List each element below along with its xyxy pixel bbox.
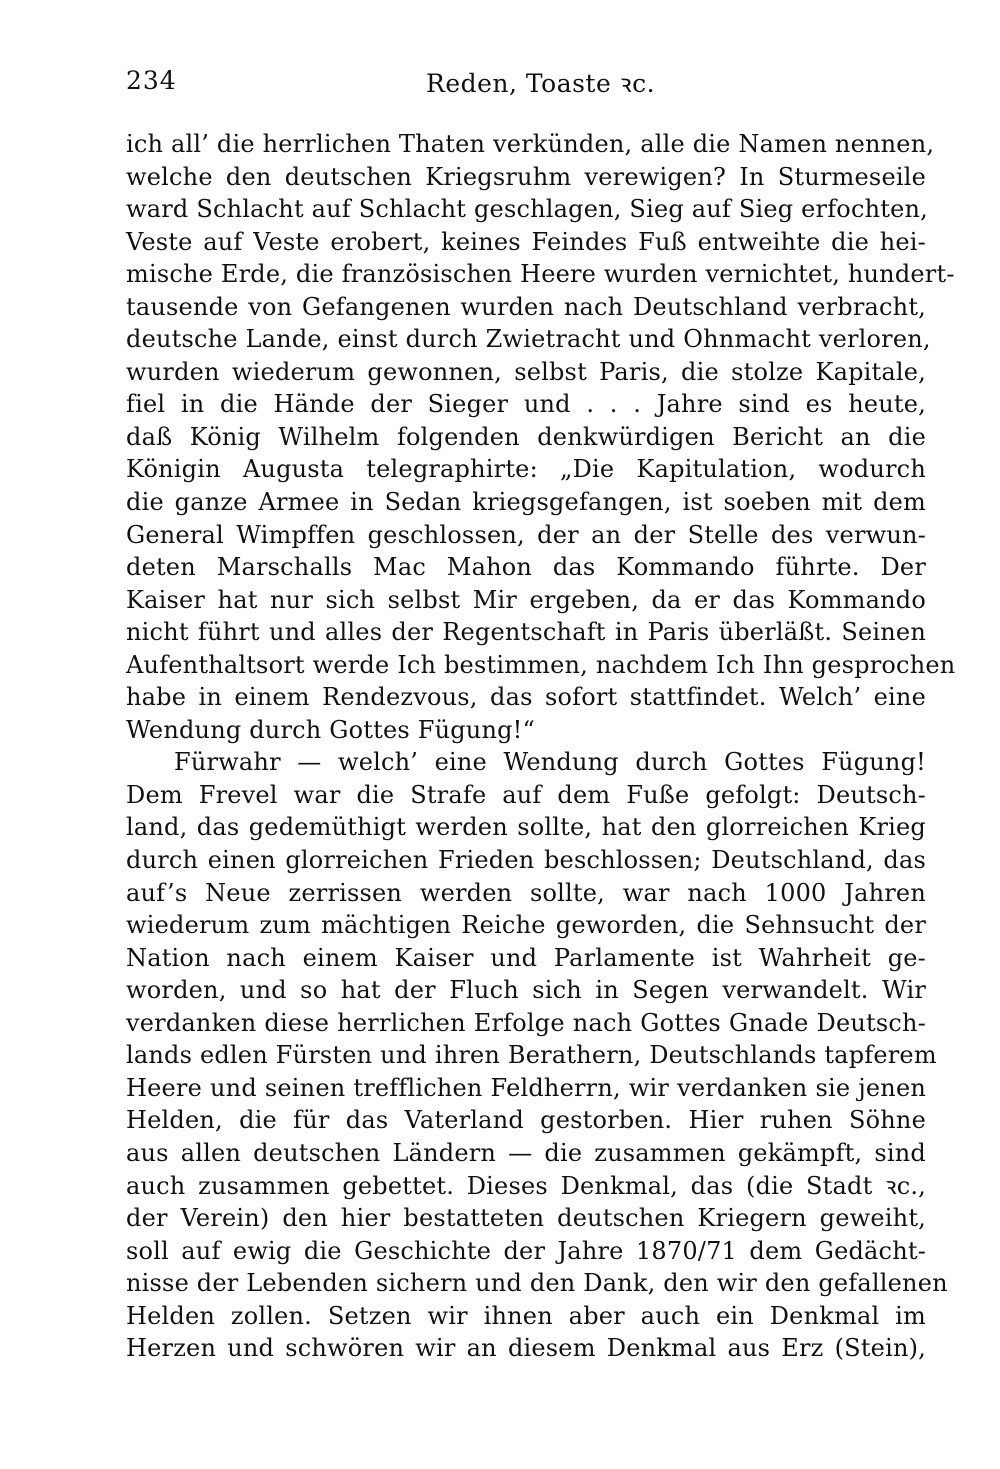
paragraph-1 bbox=[126, 128, 956, 746]
text-line: welche den deutschen Kriegsruhm verewigen? In Sturmeseile bbox=[126, 162, 926, 191]
text-line: Helden zollen. Setzen wir ihnen aber auch ein Denkmal im bbox=[126, 1301, 926, 1330]
text-line: fiel in die Hände der Sieger und . . . Jahre sind es heute, bbox=[126, 390, 926, 419]
text-line: die ganze Armee in Sedan kriegsgefangen, ist soeben mit dem bbox=[126, 488, 926, 517]
text-line: habe in einem Rendezvous, das sofort stattfindet. Welch’ eine bbox=[126, 683, 926, 712]
text-line: lands edlen Fürsten und ihren Berathern, Deutschlands tapferem bbox=[126, 1041, 937, 1070]
text-line: deten Marschalls Mac Mahon das Kommando führte. Der bbox=[126, 553, 926, 582]
text-line: ich all’ die herrlichen Thaten verkünden, alle die Namen nennen, bbox=[126, 130, 935, 158]
paragraph-2 bbox=[126, 746, 948, 1364]
running-head: Reden, Toaste ꝛc. bbox=[426, 69, 656, 98]
body-text bbox=[126, 128, 956, 1365]
text-line: daß König Wilhelm folgenden denkwürdigen Bericht an die bbox=[126, 422, 926, 451]
text-line: der Verein) den hier bestatteten deutschen Kriegern geweiht, bbox=[126, 1204, 926, 1233]
text-line: ward Schlacht auf Schlacht geschlagen, Sieg auf Sieg erfochten, bbox=[126, 195, 928, 224]
page-header bbox=[126, 66, 886, 106]
text-line: verdanken diese herrlichen Erfolge nach Gottes Gnade Deutsch- bbox=[126, 1008, 926, 1037]
text-line: tausende von Gefangenen wurden nach Deutschland verbracht, bbox=[126, 292, 926, 321]
text-line: Heere und seinen trefflichen Feldherrn, wir verdanken sie jenen bbox=[126, 1073, 926, 1102]
text-line: Fürwahr — welch’ eine Wendung durch Gottes Fügung! bbox=[174, 748, 926, 777]
text-line: auch zusammen gebettet. Dieses Denkmal, das (die Stadt ꝛc., bbox=[126, 1171, 926, 1200]
text-line: nisse der Lebenden sichern und den Dank, den wir den gefallenen bbox=[126, 1269, 948, 1298]
text-line: Dem Frevel war die Strafe auf dem Fuße gefolgt: Deutsch- bbox=[126, 780, 926, 809]
text-line: deutsche Lande, einst durch Zwietracht und Ohnmacht verloren, bbox=[126, 325, 931, 354]
text-line: worden, und so hat der Fluch sich in Segen verwandelt. Wir bbox=[126, 976, 926, 1005]
text-line: Helden, die für das Vaterland gestorben. Hier ruhen Söhne bbox=[126, 1106, 926, 1135]
text-line: mische Erde, die französischen Heere wurden vernichtet, hundert- bbox=[126, 260, 955, 289]
text-line: Veste auf Veste erobert, keines Feindes Fuß entweihte die hei- bbox=[126, 227, 926, 256]
text-line: General Wimpffen geschlossen, der an der Stelle des verwun- bbox=[126, 520, 926, 549]
text-line: Wendung durch Gottes Fügung!“ bbox=[126, 715, 535, 744]
text-line: nicht führt und alles der Regentschaft in Paris überläßt. Seinen bbox=[126, 618, 926, 647]
text-line: land, das gedemüthigt werden sollte, hat den glorreichen Krieg bbox=[126, 813, 926, 842]
text-line: aus allen deutschen Ländern — die zusammen gekämpft, sind bbox=[126, 1138, 926, 1167]
text-line: auf’s Neue zerrissen werden sollte, war nach 1000 Jahren bbox=[126, 878, 926, 907]
text-line: wiederum zum mächtigen Reiche geworden, die Sehnsucht der bbox=[126, 911, 926, 940]
page-number: 234 bbox=[126, 66, 177, 95]
text-line: Aufenthaltsort werde Ich bestimmen, nachdem Ich Ihn gesprochen bbox=[126, 650, 956, 679]
text-line: Kaiser hat nur sich selbst Mir ergeben, da er das Kommando bbox=[126, 585, 926, 614]
text-line: wurden wiederum gewonnen, selbst Paris, die stolze Kapitale, bbox=[126, 357, 926, 386]
text-line: durch einen glorreichen Frieden beschlossen; Deutschland, das bbox=[126, 846, 926, 875]
text-line: Herzen und schwören wir an diesem Denkmal aus Erz (Stein), bbox=[126, 1334, 926, 1363]
text-line: Königin Augusta telegraphirte: „Die Kapitulation, wodurch bbox=[126, 455, 926, 484]
text-line: soll auf ewig die Geschichte der Jahre 1870/71 dem Gedächt- bbox=[126, 1236, 926, 1265]
text-line: Nation nach einem Kaiser und Parlamente ist Wahrheit ge- bbox=[126, 943, 926, 972]
